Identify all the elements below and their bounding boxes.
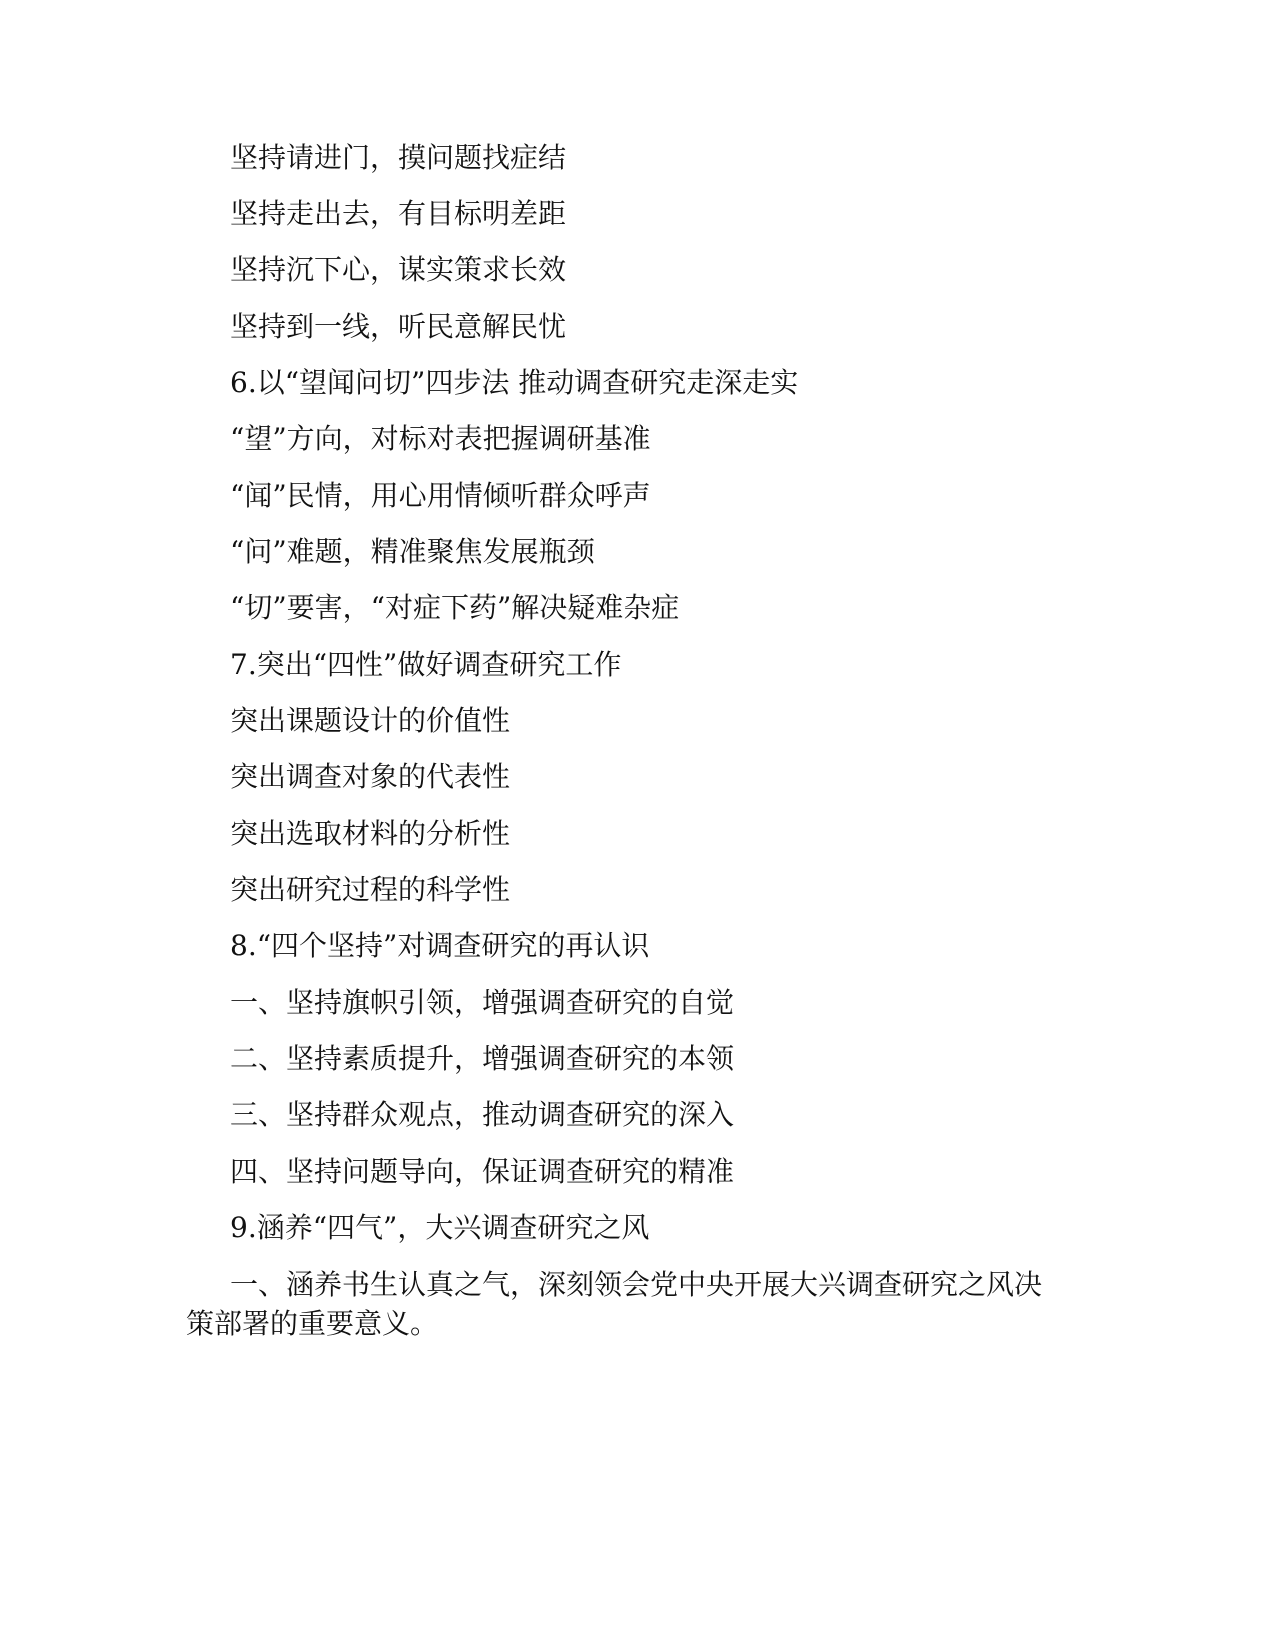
section-heading: 6.以“望闻问切”四步法 推动调查研究走深走实 — [230, 366, 799, 399]
text-line: “望”方向，对标对表把握调研基准 — [230, 422, 651, 455]
text-line: 坚持沉下心，谋实策求长效 — [230, 253, 567, 286]
section-heading: 9.涵养“四气”，大兴调查研究之风 — [230, 1211, 650, 1244]
text-line: 坚持走出去，有目标明差距 — [230, 197, 567, 230]
text-line: 三、坚持群众观点，推动调查研究的深入 — [230, 1098, 735, 1131]
section-heading: 7.突出“四性”做好调查研究工作 — [230, 648, 622, 681]
text-line: “闻”民情，用心用情倾听群众呼声 — [230, 479, 651, 512]
paragraph-line: 策部署的重要意义。 — [186, 1307, 439, 1340]
text-line: 一、坚持旗帜引领，增强调查研究的自觉 — [230, 986, 735, 1019]
body-paragraph — [186, 1265, 1066, 1343]
text-line: 突出调查对象的代表性 — [230, 760, 511, 793]
text-line: 突出研究过程的科学性 — [230, 873, 511, 906]
text-line: 四、坚持问题导向，保证调查研究的精准 — [230, 1155, 735, 1188]
text-line: 二、坚持素质提升，增强调查研究的本领 — [230, 1042, 735, 1075]
section-heading: 8.“四个坚持”对调查研究的再认识 — [230, 929, 650, 962]
text-line: “切”要害，“对症下药”解决疑难杂症 — [230, 591, 680, 624]
text-line: 突出课题设计的价值性 — [230, 704, 511, 737]
text-line: 坚持请进门，摸问题找症结 — [230, 141, 567, 174]
paragraph-line: 一、涵养书生认真之气，深刻领会党中央开展大兴调查研究之风决 — [230, 1268, 1043, 1301]
text-line: “问”难题，精准聚焦发展瓶颈 — [230, 535, 595, 568]
text-line: 坚持到一线，听民意解民忧 — [230, 310, 567, 343]
text-line: 突出选取材料的分析性 — [230, 817, 511, 850]
